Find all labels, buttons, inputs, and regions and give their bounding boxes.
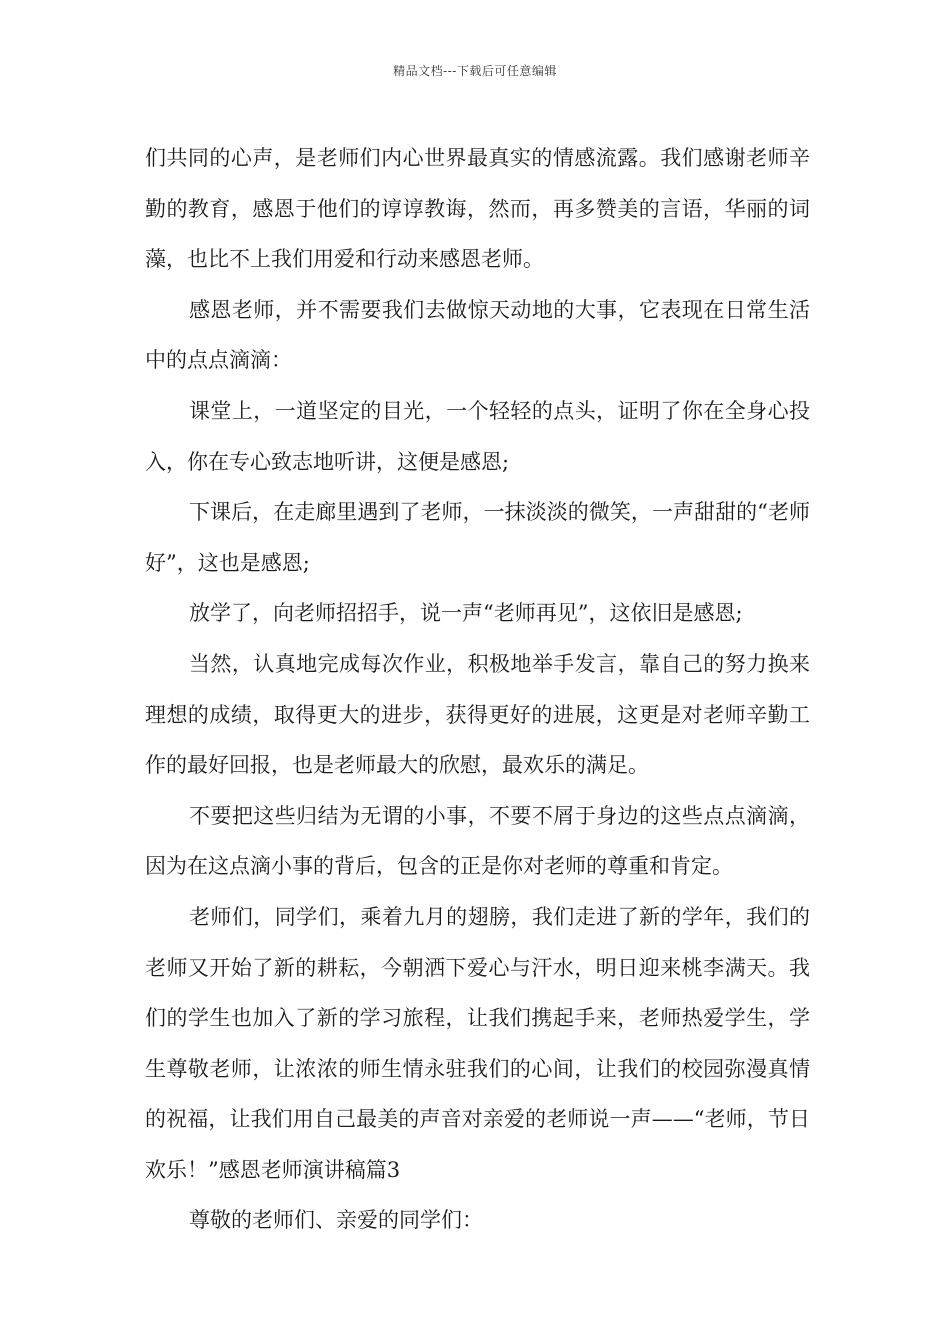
document-body [145, 133, 810, 1246]
paragraph-4: 下课后，在走廊里遇到了老师，一抹淡淡的微笑，一声甜甜的“老师好”，这也是感恩; [145, 500, 810, 575]
paragraph-7: 不要把这些归结为无谓的小事，不要不屑于身边的这些点点滴滴，因为在这点滴小事的背后，包含的正是你对老师的尊重和肯定。 [145, 803, 810, 879]
paragraph-3: 课堂上，一道坚定的目光，一个轻轻的点头，证明了你在全身心投入，你在专心致志地听讲，这便是感恩; [145, 398, 810, 474]
paragraph-5: 放学了，向老师招招手，说一声“老师再见”，这依旧是感恩; [189, 601, 743, 626]
paragraph-1: 们共同的心声，是老师们内心世界最真实的情感流露。我们感谢老师辛勤的教育，感恩于他们的谆谆教诲，然而，再多赞美的言语，华丽的词藻，也比不上我们用爱和行动来感恩老师。 [145, 146, 810, 272]
page-header: 精品文档---下载后可任意编辑 [393, 64, 557, 78]
paragraph-9: 尊敬的老师们、亲爱的同学们： [189, 1208, 483, 1233]
paragraph-8: 老师们，同学们，乘着九月的翅膀，我们走进了新的学年，我们的老师又开始了新的耕耘，今朝洒下爱心与汗水，明日迎来桃李满天。我们的学生也加入了新的学习旅程，让我们携起手来，老师热爱学生，学生尊敬老师，让浓浓的师生情永驻我们的心间，让我们的校园弥漫真情的祝福，让我们用自己最美的声音对亲爱的老师说一声——“老师，节日欢乐！”感恩老师演讲稿篇3 [145, 904, 810, 1182]
paragraph-6: 当然，认真地完成每次作业，积极地举手发言，靠自己的努力换来理想的成绩，取得更大的进步，获得更好的进展，这更是对老师辛勤工作的最好回报，也是老师最大的欣慰，最欢乐的满足。 [145, 651, 810, 778]
paragraph-2: 感恩老师，并不需要我们去做惊天动地的大事，它表现在日常生活中的点点滴滴： [145, 297, 810, 373]
